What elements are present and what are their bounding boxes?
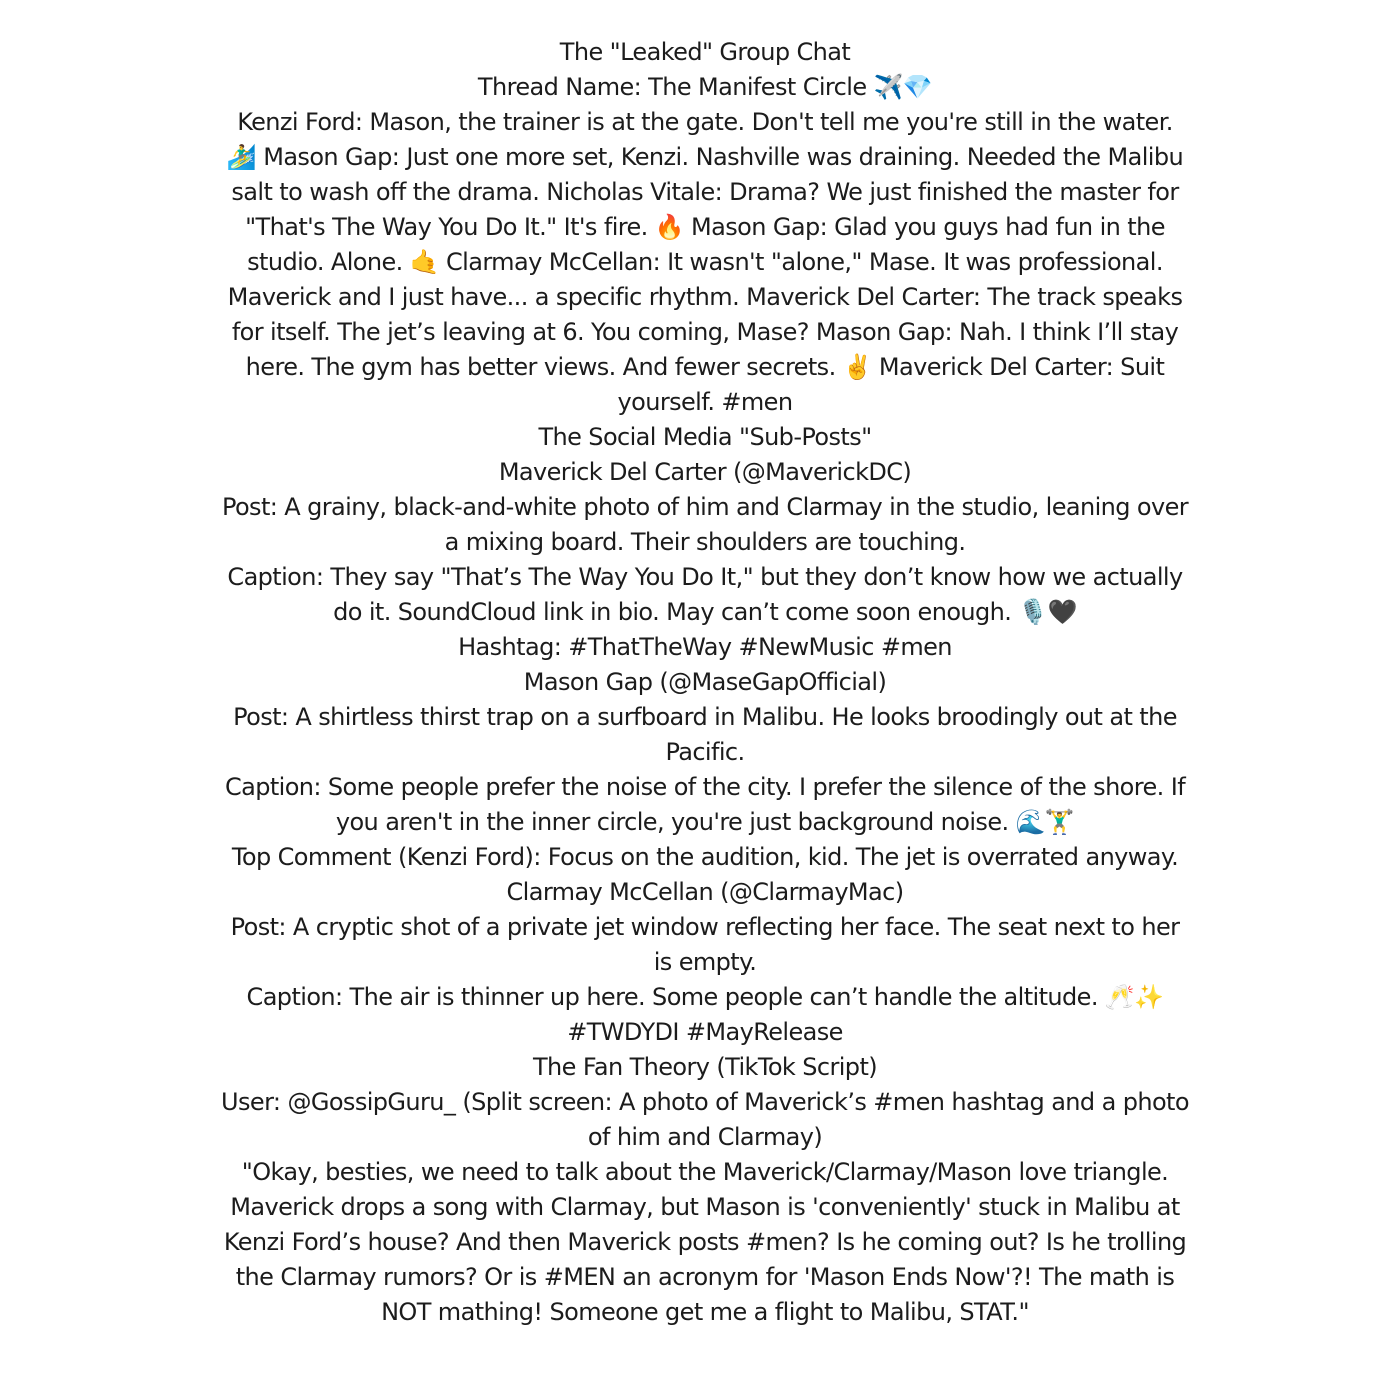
- heading-social-media: The Social Media "Sub-Posts": [538, 423, 872, 451]
- mason-caption: Caption: Some people prefer the noise of the city. I prefer the silence of the shore. If you aren't in the inner circle, you're just background noise. 🌊🏋️‍♂️: [224, 773, 1186, 836]
- fan-quote: "Okay, besties, we need to talk about the Maverick/Clarmay/Mason love triangle. Maverick drops a song with Clarmay, but Mason is 'conveniently' stuck in Malibu at Kenzi Ford’s house? And then Maverick posts #men? Is he coming out? Is he trolling the Clarmay rumors? Or is #MEN an acronym for 'Mason Ends Now'?! The math is NOT mathing! Someone get me a flight to Malibu, STAT.": [223, 1158, 1187, 1326]
- fan-user: User: @GossipGuru_ (Split screen: A photo of Maverick’s #men hashtag and a photo of him and Clarmay): [221, 1088, 1189, 1151]
- clarmay-post: Post: A cryptic shot of a private jet window reflecting her face. The seat next to her is empty.: [230, 913, 1180, 976]
- mason-top-comment: Top Comment (Kenzi Ford): Focus on the audition, kid. The jet is overrated anyway.: [231, 843, 1179, 871]
- chat-transcript: Kenzi Ford: Mason, the trainer is at the gate. Don't tell me you're still in the water. 🏄‍♂️ Mason Gap: Just one more set, Kenzi. Nashville was draining. Needed the Malibu salt to wash off the drama. Nicholas Vitale: Drama? We just finished the master for "That's The Way You Do It." It's fire. 🔥 Mason Gap: Glad you guys had fun in the studio. Alone. 🤙 Clarmay McCellan: It wasn't "alone," Mase. It was professional. Maverick and I just have... a specific rhythm. Maverick Del Carter: The track speaks for itself. The jet’s leaving at 6. You coming, Mase? Mason Gap: Nah. I think I’ll stay here. The gym has better views. And fewer secrets. ✌️ Maverick Del Carter: Suit yourself. #men: [226, 108, 1184, 416]
- heading-group-chat: The "Leaked" Group Chat: [559, 38, 851, 66]
- maverick-post: Post: A grainy, black-and-white photo of him and Clarmay in the studio, leaning over a mixing board. Their shoulders are touching.: [221, 493, 1189, 556]
- maverick-caption: Caption: They say "That’s The Way You Do It," but they don’t know how we actually do it. SoundCloud link in bio. May can’t come soon enough. 🎙️🖤: [227, 563, 1183, 626]
- document-body: [220, 35, 1190, 1330]
- maverick-handle: Maverick Del Carter (@MaverickDC): [498, 458, 912, 486]
- thread-name: Thread Name: The Manifest Circle ✈️💎: [477, 73, 933, 101]
- clarmay-caption: Caption: The air is thinner up here. Some people can’t handle the altitude. 🥂✨ #TWDYDI #MayRelease: [246, 983, 1164, 1046]
- maverick-hashtags: Hashtag: #ThatTheWay #NewMusic #men: [458, 633, 952, 661]
- clarmay-handle: Clarmay McCellan (@ClarmayMac): [506, 878, 904, 906]
- mason-post: Post: A shirtless thirst trap on a surfboard in Malibu. He looks broodingly out at the Pacific.: [233, 703, 1177, 766]
- heading-fan-theory: The Fan Theory (TikTok Script): [532, 1053, 878, 1081]
- mason-handle: Mason Gap (@MaseGapOfficial): [523, 668, 887, 696]
